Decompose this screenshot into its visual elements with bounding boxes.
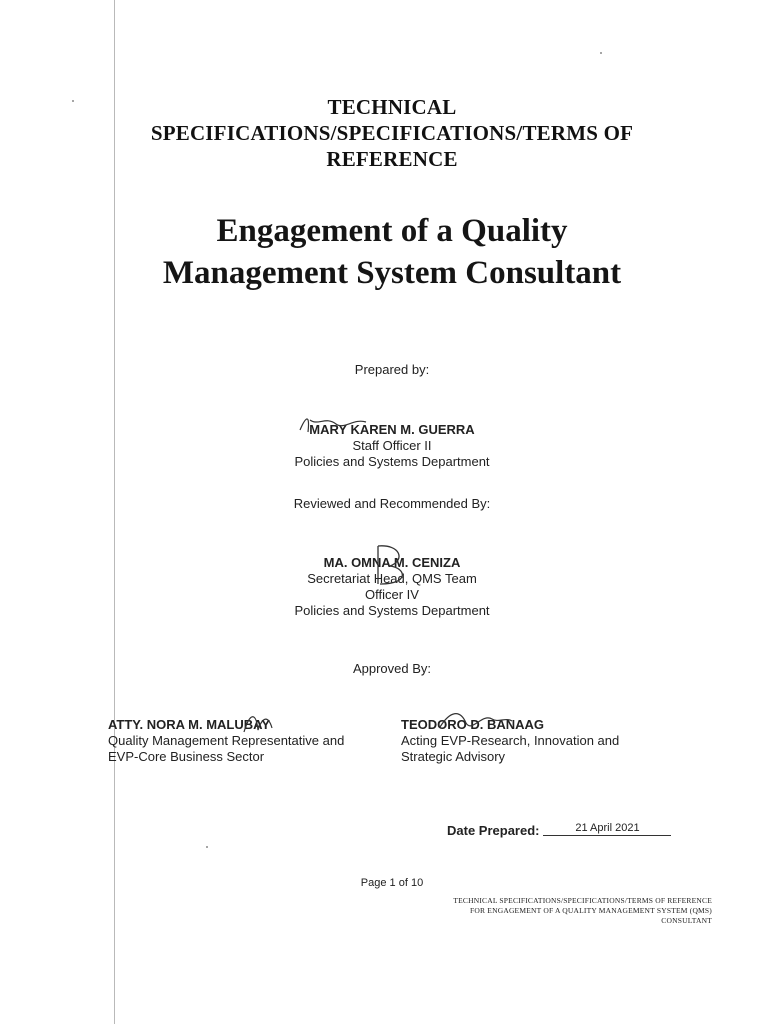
approver-right-name: TEODORO D. BANAAG (401, 717, 544, 732)
footer-line-2: FOR ENGAGEMENT OF A QUALITY MANAGEMENT SYSTEM (QMS) (470, 906, 712, 915)
preparer-department: Policies and Systems Department (294, 454, 490, 469)
page-number: Page 1 of 10 (360, 877, 424, 889)
date-prepared-value: 21 April 2021 (543, 822, 671, 836)
footer-line-3: CONSULTANT (661, 916, 712, 925)
document-type-heading (0, 94, 768, 172)
scan-speck (600, 52, 602, 54)
footer-line-1: TECHNICAL SPECIFICATIONS/SPECIFICATIONS/TERMS OF REFERENCE (453, 896, 712, 905)
title-line-2: Management System Consultant (162, 255, 622, 291)
approver-right-line-2: Strategic Advisory (401, 749, 506, 764)
reviewed-by-block (0, 555, 768, 619)
reviewed-by-label: Reviewed and Recommended By: (293, 496, 491, 511)
title-line-1: Engagement of a Quality (216, 213, 568, 249)
page-footer (453, 896, 712, 926)
preparer-position: Staff Officer II (352, 438, 432, 453)
approver-left-name: ATTY. NORA M. MALUBAY (108, 717, 271, 732)
approver-right-block (401, 717, 619, 765)
approved-by-label: Approved By: (352, 661, 432, 676)
document-title (0, 210, 768, 294)
preparer-name: MARY KAREN M. GUERRA (309, 422, 475, 437)
prepared-by-label: Prepared by: (354, 362, 430, 377)
reviewer-position-line-1: Secretariat Head, QMS Team (307, 571, 477, 586)
heading-line-2: SPECIFICATIONS/SPECIFICATIONS/TERMS OF (150, 121, 634, 145)
reviewer-name: MA. OMNA M. CENIZA (323, 555, 461, 570)
reviewer-department: Policies and Systems Department (294, 603, 490, 618)
date-prepared-row (447, 823, 671, 838)
prepared-by-block (0, 422, 768, 470)
approver-left-block (108, 717, 344, 765)
approver-right-line-1: Acting EVP-Research, Innovation and (401, 733, 620, 748)
reviewer-position-line-2: Officer IV (365, 587, 419, 602)
date-prepared-label: Date Prepared: (447, 823, 540, 838)
heading-line-1: TECHNICAL (327, 95, 457, 119)
approver-left-line-2: EVP-Core Business Sector (108, 749, 265, 764)
heading-line-3: REFERENCE (326, 147, 458, 171)
scan-speck (206, 846, 208, 848)
approver-left-line-1: Quality Management Representative and (108, 733, 345, 748)
